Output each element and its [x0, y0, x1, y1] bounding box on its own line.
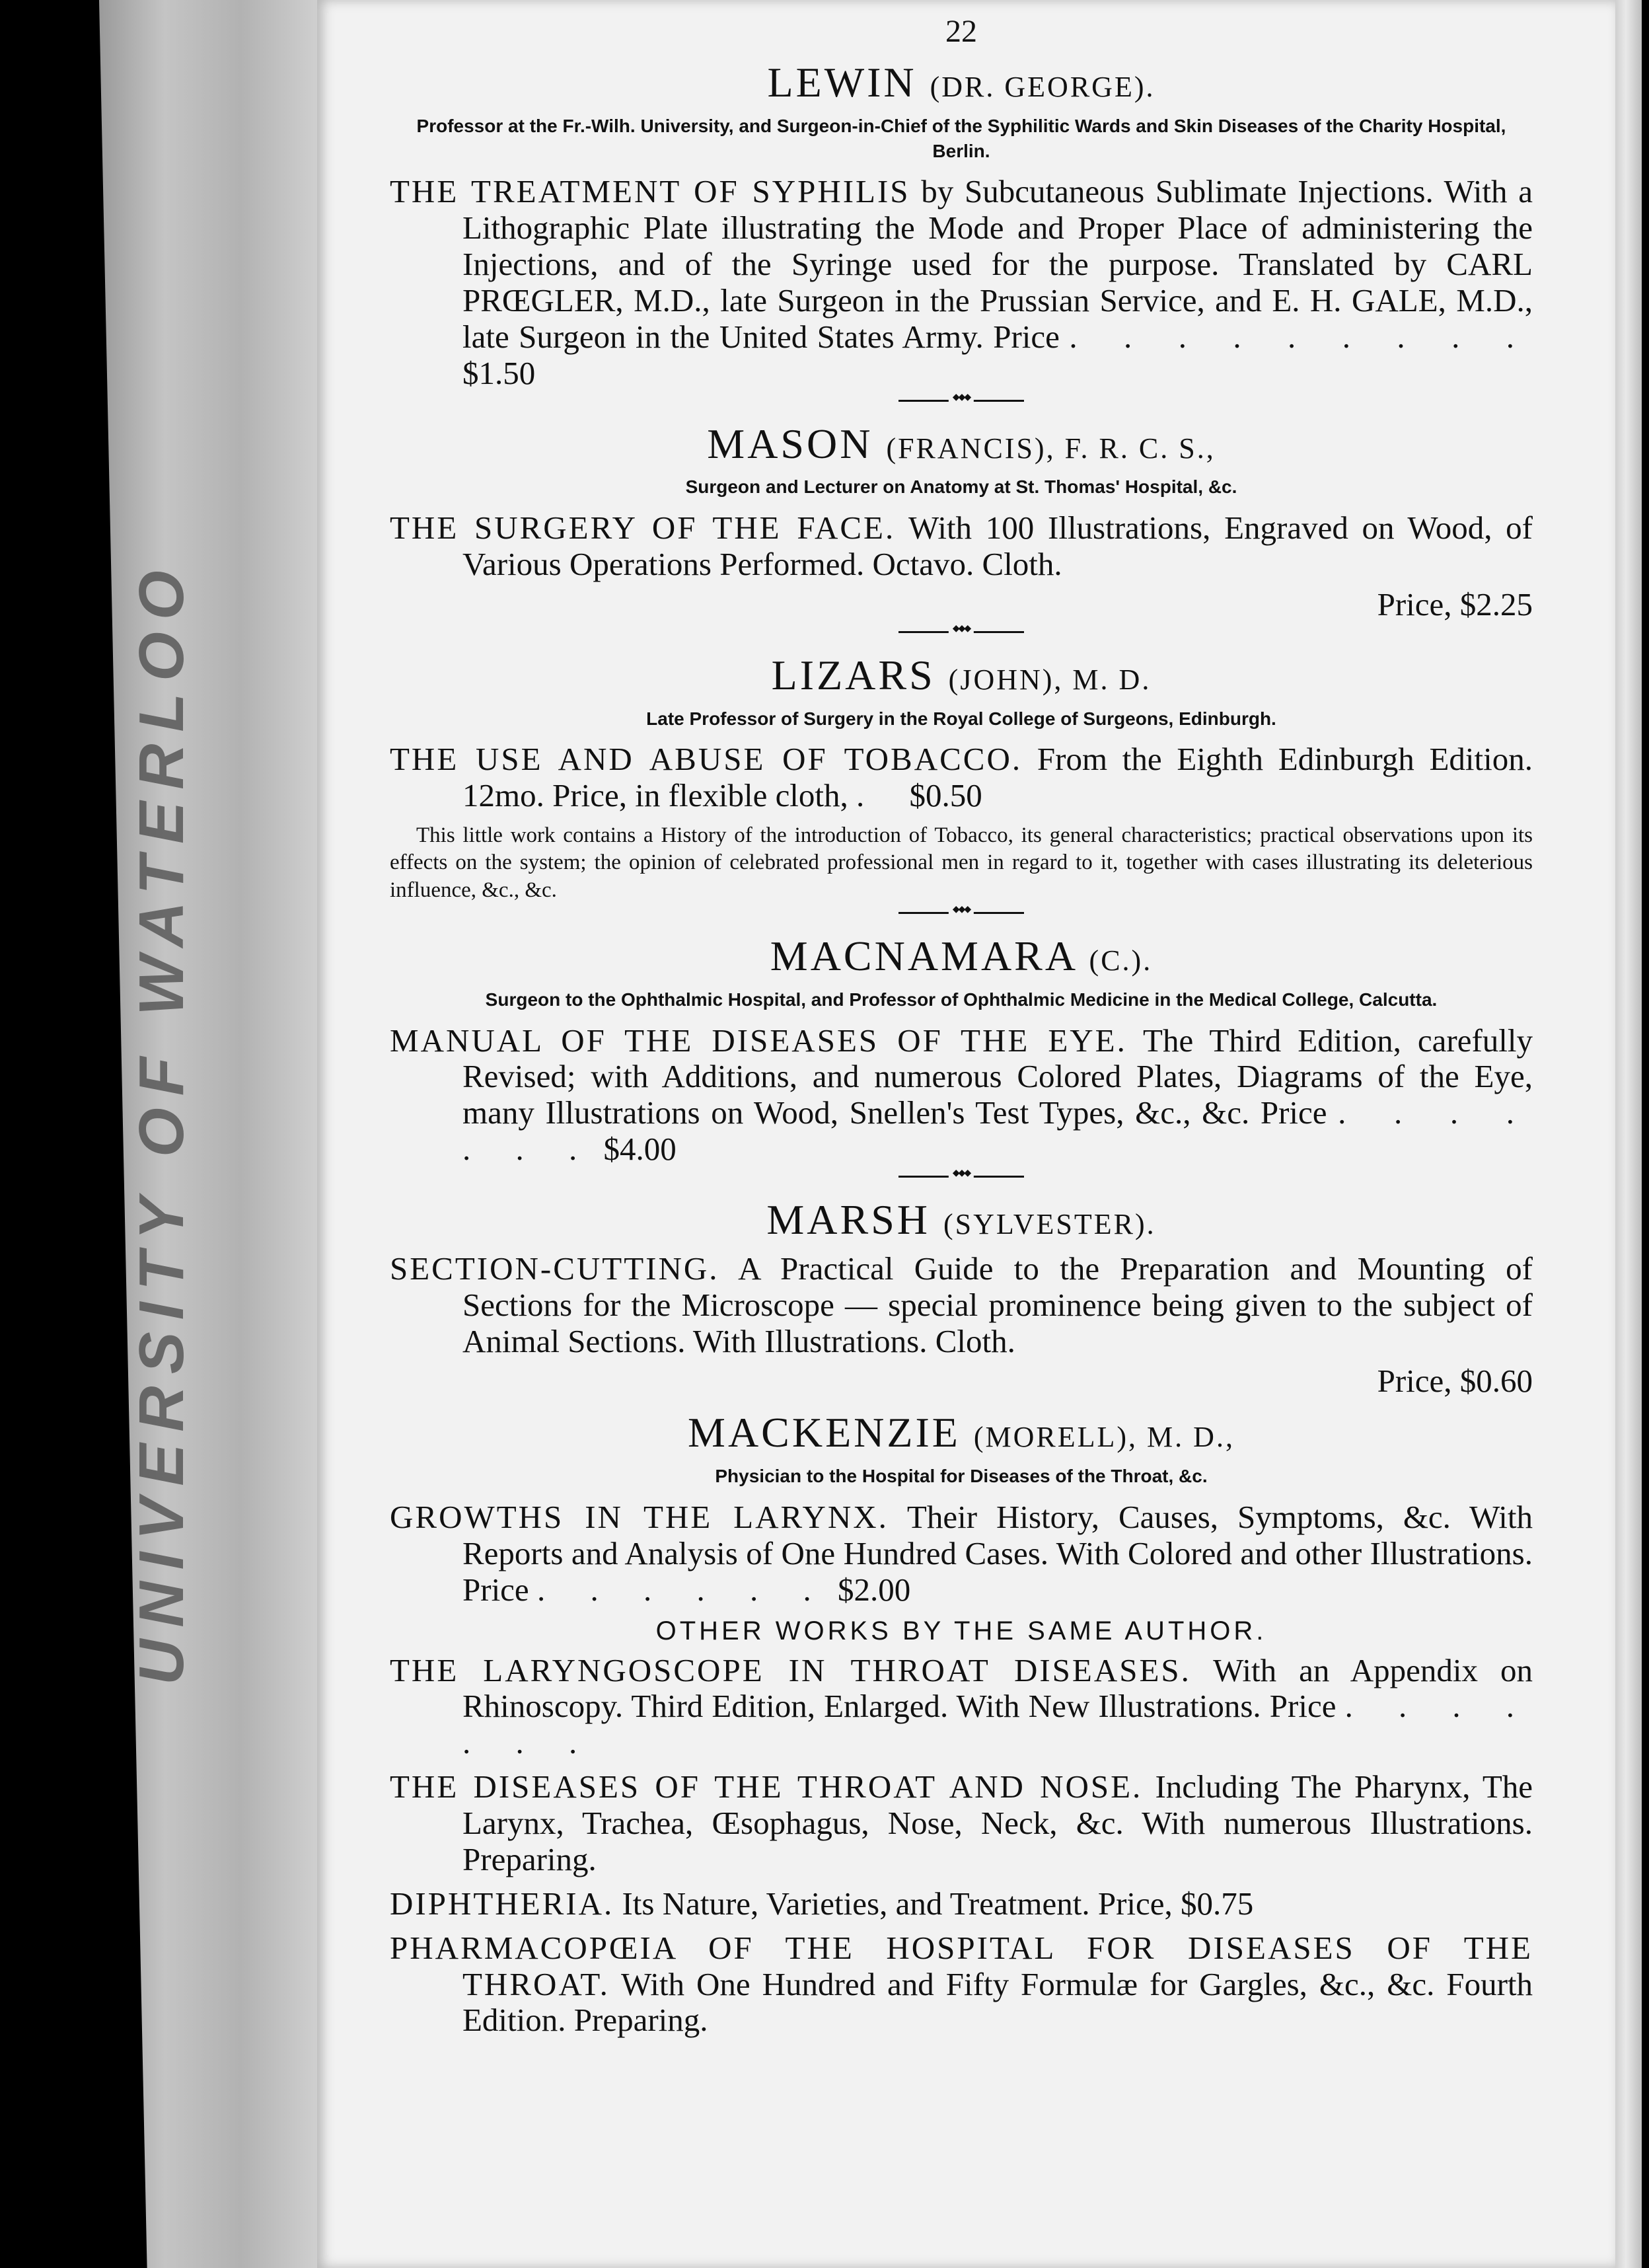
work-description: Their History, Causes, Symptoms, &c. With Reports and Analysis of One Hundred Cases. With Colored and other Illustrations. Price — [462, 1498, 1533, 1608]
leader-dots: . . . . . . . — [462, 1094, 1533, 1168]
work-description: Its Nature, Varieties, and Treatment. Price, $0.75 — [622, 1885, 1254, 1922]
page-content — [390, 13, 1533, 2047]
author-name: LEWIN — [767, 59, 917, 106]
work-listing — [390, 510, 1533, 583]
leader-dots: . — [856, 777, 910, 814]
work-title: THE DISEASES OF THE THROAT AND NOSE. — [390, 1768, 1143, 1805]
author-heading — [390, 931, 1533, 982]
catalog-page — [317, 0, 1615, 2268]
section-divider — [898, 912, 1024, 914]
catalog-entry-mason — [390, 419, 1533, 623]
work-title: SECTION-CUTTING. — [390, 1250, 719, 1287]
author-name: LIZARS — [771, 651, 935, 699]
page-number: 22 — [945, 14, 977, 49]
work-description: A Practical Guide to the Preparation and Mounting of Sections for the Microscope — special prominence being given to the subject of Animal Sections. With Illustrations. Cloth. — [462, 1250, 1533, 1359]
work-description: The Third Edition, carefully Revised; with Additions, and numerous Colored Plates, Diagrams of the Eye, many Illustrations on Wood, Snellen's Test Types, &c., &c. Price — [462, 1022, 1533, 1131]
author-heading — [390, 1408, 1533, 1458]
work-title: THE SURGERY OF THE FACE. — [390, 510, 896, 547]
work-note: This little work contains a History of the introduction of Tobacco, its general characteristics; practical observations upon its effects on the system; the opinion of celebrated professional men in regard to it, together with cases illustrating its deleterious influence, &c., &c. — [390, 823, 1533, 902]
author-detail: (FRANCIS), F. R. C. S., — [886, 432, 1216, 465]
other-work-item — [390, 1769, 1533, 1878]
leader-dots: . . . . . . — [536, 1571, 830, 1608]
author-detail: (C.). — [1089, 944, 1153, 977]
author-detail: (JOHN), M. D. — [948, 663, 1152, 696]
work-title: DIPHTHERIA. — [390, 1885, 614, 1922]
work-description: by Subcutaneous Sublimate Injections. With a Lithographic Plate illustrating the Mode and Proper Place of administering the Injections, and of the Syringe used for the purpose. Translated by CARL PRŒGLER, M.D., late Surgeon in the Prussian Service, and E. H. GALE, M.D., late Surgeon in the United States Army. Price — [462, 173, 1533, 355]
work-description: With 100 Illustrations, Engraved on Wood, of Various Operations Performed. Octavo. Cloth. — [462, 510, 1533, 583]
work-title: MANUAL OF THE DISEASES OF THE EYE. — [390, 1022, 1127, 1059]
catalog-entry-mackenzie — [390, 1408, 1533, 1608]
author-role: Late Professor of Surgery in the Royal College of Surgeons, Edinburgh. — [646, 708, 1276, 729]
author-detail: (MORELL), M. D., — [973, 1421, 1235, 1454]
other-work-item — [390, 1886, 1533, 1922]
author-role: Surgeon to the Ophthalmic Hospital, and Professor of Ophthalmic Medicine in the Medical College, Calcutta. — [485, 989, 1438, 1010]
work-price: $4.00 — [603, 1131, 677, 1168]
work-price: $1.50 — [462, 354, 536, 391]
author-heading — [390, 650, 1533, 701]
catalog-entry-lizars — [390, 650, 1533, 904]
work-listing — [390, 1251, 1533, 1360]
author-name: MASON — [707, 420, 873, 467]
author-detail: (DR. GEORGE). — [930, 71, 1155, 103]
work-price: Price, $2.25 — [1377, 586, 1533, 623]
work-description: From the Eighth Edinburgh Edition. 12mo. Price, in flexible cloth, — [462, 741, 1533, 814]
work-title: PHARMACOPŒIA OF THE HOSPITAL FOR DISEASES OF THE THROAT. — [390, 1929, 1533, 2002]
author-role: Physician to the Hospital for Diseases of the Throat, &c. — [715, 1466, 1208, 1487]
work-price: $2.00 — [837, 1571, 911, 1608]
author-heading — [390, 1195, 1533, 1246]
author-name: MACKENZIE — [688, 1409, 961, 1456]
work-title: GROWTHS IN THE LARYNX. — [390, 1498, 889, 1535]
work-description: With an Appendix on Rhinoscopy. Third Edition, Enlarged. With New Illustrations. Price — [462, 1651, 1533, 1725]
section-divider — [898, 631, 1024, 633]
other-work-item — [390, 1930, 1533, 2039]
work-listing — [390, 174, 1533, 391]
author-role: Surgeon and Lecturer on Anatomy at St. Thomas' Hospital, &c. — [685, 476, 1237, 498]
work-description: Including The Pharynx, The Larynx, Trachea, Œsophagus, Nose, Neck, &c. With numerous Illustrations. Preparing. — [462, 1768, 1533, 1877]
other-work-item — [390, 1653, 1533, 1762]
work-description: With One Hundred and Fifty Formulæ for Gargles, &c., &c. Fourth Edition. Preparing. — [462, 1965, 1533, 2039]
leader-dots: . . . . . . . . . — [1069, 318, 1533, 355]
catalog-entry-lewin — [390, 57, 1533, 392]
author-heading — [390, 57, 1533, 108]
author-role: Professor at the Fr.-Wilh. University, and Surgeon-in-Chief of the Syphilitic Wards and Skin Diseases of the Charity Hospital, Berlin. — [416, 115, 1506, 161]
work-listing — [390, 741, 1533, 814]
spine-library-stamp: UNIVERSITY OF WATERLOO — [126, 558, 197, 1685]
work-title: THE TREATMENT OF SYPHILIS — [390, 173, 910, 210]
section-divider — [898, 1176, 1024, 1178]
section-divider — [898, 400, 1024, 402]
leader-dots: . . . . . . . — [462, 1688, 1533, 1761]
page-edge — [1615, 0, 1642, 2268]
author-name: MACNAMARA — [770, 932, 1076, 979]
author-heading — [390, 419, 1533, 470]
catalog-entry-marsh — [390, 1195, 1533, 1400]
work-price: Price, $0.60 — [1377, 1363, 1533, 1400]
other-works-heading: OTHER WORKS BY THE SAME AUTHOR. — [655, 1616, 1267, 1645]
catalog-entry-macnamara — [390, 931, 1533, 1168]
work-listing — [390, 1499, 1533, 1608]
other-works-section — [390, 1616, 1533, 2039]
work-listing — [390, 1023, 1533, 1168]
author-detail: (SYLVESTER). — [943, 1208, 1156, 1241]
work-price: $0.50 — [909, 777, 982, 814]
author-name: MARSH — [766, 1196, 930, 1244]
work-title: THE USE AND ABUSE OF TOBACCO. — [390, 741, 1023, 778]
work-title: THE LARYNGOSCOPE IN THROAT DISEASES. — [390, 1651, 1191, 1688]
